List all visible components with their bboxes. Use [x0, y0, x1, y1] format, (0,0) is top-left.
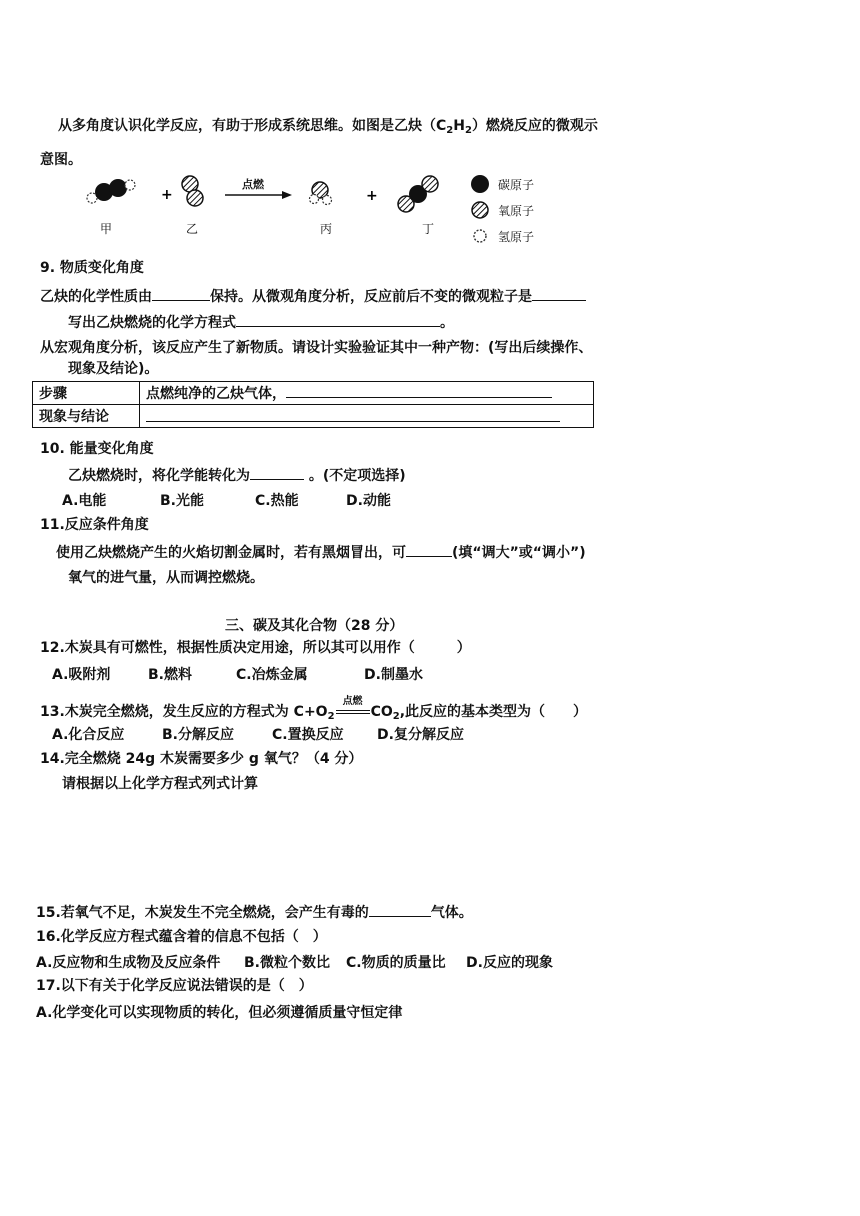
table-row-label: 现象与结论 [33, 405, 140, 428]
intro-text-b: H [453, 118, 465, 134]
subscript: 2 [446, 125, 454, 136]
dotted-atom-icon [470, 226, 490, 246]
legend-label: 氢原子 [498, 229, 535, 244]
option-a[interactable]: A.化合反应 [52, 727, 125, 743]
table-cell [140, 405, 594, 428]
table-row [33, 405, 594, 428]
q16-stem: 16.化学反应方程式蕴含着的信息不包括（ ） [36, 929, 327, 945]
q9-title: 9. 物质变化角度 [40, 260, 144, 276]
q10-title: 10. 能量变化角度 [40, 441, 154, 457]
carbon-dioxide-molecule-icon [398, 176, 438, 212]
legend-label: 氧原子 [498, 203, 535, 218]
q15-text: 15.若氧气不足，木炭发生不完全燃烧，会产生有毒的 [36, 905, 369, 921]
answer-blank[interactable] [250, 465, 304, 480]
equation-equals-sign [335, 696, 371, 722]
answer-blank[interactable] [369, 902, 431, 917]
q11-title: 11.反应条件角度 [40, 517, 149, 533]
answer-blank[interactable] [532, 286, 586, 301]
q11-line-1 [56, 542, 586, 563]
option-b[interactable]: B.微粒个数比 [244, 955, 330, 971]
answer-blank[interactable] [152, 286, 210, 301]
q13-text: CO [370, 704, 393, 720]
q9-text: 。 [440, 315, 454, 331]
intro-text-c: ）燃烧反应的微观示 [471, 118, 598, 134]
label-ding: 丁 [422, 222, 435, 236]
q13-text: ,此反应的基本类型为（ ） [399, 704, 588, 720]
plus-sign: + [161, 187, 173, 203]
oxygen-molecule-icon [182, 176, 203, 206]
option-b[interactable]: B.光能 [160, 493, 204, 509]
intro-text-a: 从多角度认识化学反应，有助于形成系统思维。如图是乙炔（C [58, 118, 447, 134]
q11-text: (填“调大”或“调小”) [452, 545, 586, 561]
experiment-table [32, 381, 594, 428]
table-cell-text: 点燃纯净的乙炔气体， [146, 386, 286, 402]
answer-blank[interactable] [286, 383, 552, 398]
water-molecule-icon [310, 182, 332, 205]
option-a[interactable]: A.吸附剂 [52, 667, 111, 683]
legend-hydrogen [470, 226, 534, 246]
intro-line-2: 意图。 [40, 152, 82, 168]
q10-stem [68, 465, 406, 486]
label-yi: 乙 [186, 222, 199, 236]
molecule-drawing [70, 170, 470, 242]
q10-text: 。(不定项选择) [308, 468, 406, 484]
table-row-label: 步骤 [33, 382, 140, 405]
q15-stem [36, 902, 473, 923]
q9-line-4: 现象及结论)。 [68, 361, 159, 377]
acetylene-molecule-icon [87, 179, 135, 203]
subscript: 2 [327, 711, 335, 722]
intro-line-1 [58, 116, 598, 141]
table-row [33, 382, 594, 405]
q14-stem: 14.完全燃烧 24g 木炭需要多少 g 氧气？（4 分） [40, 751, 363, 767]
option-d[interactable]: D.复分解反应 [377, 727, 464, 743]
option-b[interactable]: B.燃料 [148, 667, 192, 683]
option-a[interactable]: A.反应物和生成物及反应条件 [36, 955, 221, 971]
label-bing: 丙 [320, 222, 333, 236]
equation-condition: 点燃 [342, 696, 363, 707]
table-cell [140, 382, 594, 405]
section-title: 三、碳及其化合物（28 分） [225, 618, 404, 634]
q12-stem: 12.木炭具有可燃性，根据性质决定用途，所以其可以用作（ ） [40, 640, 471, 656]
plus-sign: + [366, 188, 378, 204]
atom-legend [470, 174, 590, 248]
q17-option-a[interactable]: A.化学变化可以实现物质的转化，但必须遵循质量守恒定律 [36, 1005, 403, 1021]
q11-text: 使用乙炔燃烧产生的火焰切割金属时，若有黑烟冒出，可 [56, 545, 406, 561]
answer-blank[interactable] [406, 542, 452, 557]
q9-line-3: 从宏观角度分析，该反应产生了新物质。请设计实验验证其中一种产物：(写出后续操作、 [40, 340, 593, 356]
reaction-arrow-icon [225, 191, 292, 199]
q9-text: 保持。从微观角度分析，反应前后不变的微观粒子是 [210, 289, 532, 305]
subscript: 2 [464, 125, 472, 136]
q14-instruction: 请根据以上化学方程式列式计算 [62, 776, 258, 792]
arrow-condition-label: 点燃 [242, 178, 264, 191]
q15-text: 气体。 [430, 905, 473, 921]
solid-black-atom-icon [470, 174, 490, 194]
hatched-atom-icon [470, 200, 490, 220]
label-jia: 甲 [100, 222, 113, 236]
option-d[interactable]: D.动能 [346, 493, 391, 509]
answer-blank[interactable] [236, 312, 440, 327]
option-c[interactable]: C.冶炼金属 [236, 667, 308, 683]
q9-text: 乙炔的化学性质由 [40, 289, 152, 305]
q9-line-1 [40, 286, 586, 307]
legend-label: 碳原子 [498, 177, 535, 192]
option-a[interactable]: A.电能 [62, 493, 107, 509]
q10-text: 乙炔燃烧时，将化学能转化为 [68, 468, 250, 484]
q11-line-2: 氧气的进气量，从而调控燃烧。 [68, 570, 264, 586]
q13-text: 13.木炭完全燃烧，发生反应的方程式为 C+O [40, 704, 328, 720]
q9-text: 写出乙炔燃烧的化学方程式 [68, 315, 236, 331]
q9-line-2 [68, 312, 454, 333]
legend-carbon [470, 174, 534, 194]
option-b[interactable]: B.分解反应 [162, 727, 234, 743]
option-c[interactable]: C.置换反应 [272, 727, 344, 743]
q17-stem: 17.以下有关于化学反应说法错误的是（ ） [36, 978, 313, 994]
option-c[interactable]: C.热能 [255, 493, 299, 509]
answer-blank[interactable] [146, 407, 560, 422]
option-c[interactable]: C.物质的质量比 [346, 955, 446, 971]
legend-oxygen [470, 200, 534, 220]
subscript: 2 [392, 711, 400, 722]
option-d[interactable]: D.制墨水 [364, 667, 423, 683]
option-d[interactable]: D.反应的现象 [466, 955, 553, 971]
